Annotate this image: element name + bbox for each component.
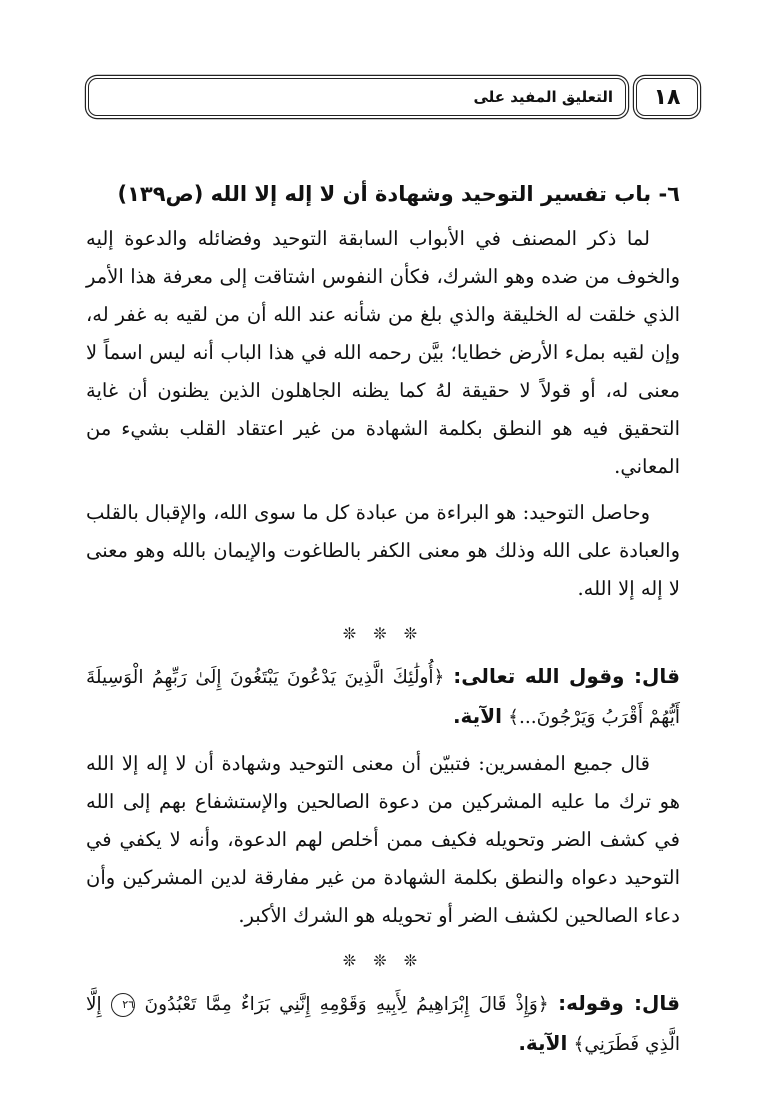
chapter-title: ٦- باب تفسير التوحيد وشهادة أن لا إله إلا الله (ص١٣٩) — [117, 182, 680, 206]
verse-number-marker: ٢٦ — [111, 993, 135, 1017]
running-title: التعليق المفيد على — [88, 78, 626, 116]
separator-stars-2: ❊ ❊ ❊ — [342, 951, 424, 970]
quote-block-1 — [86, 657, 680, 737]
page-body — [86, 178, 680, 1064]
separator-stars: ❊ ❊ ❊ — [342, 624, 424, 643]
paragraph-intro: لما ذكر المصنف في الأبواب السابقة التوحيد وفضائله والدعوة إليه والخوف من ضده وهو الشرك، فكأن النفوس اشتاقت إلى معرفة هذا الأمر الذي خلقت له الخليقة والذي بلغ من شأنه عند الله أن من لقيه به غفر له، وإن لقيه بملء الأرض خطايا؛ بيَّن رحمه الله في هذا الباب أنه ليس اسماً لا معنى له، أو قولاً لا حقيقة لهُ كما يظنه الجاهلون الذين يظنون أن غاية التحقيق فيه هو النطق بكلمة الشهادة من غير اعتقاد القلب بشيء من المعاني. — [86, 227, 680, 478]
quote-2-lead: قال: وقوله: — [558, 991, 680, 1015]
quote-2-verse-part2: إِلَّا الَّذِي فَطَرَنِي﴾ — [86, 994, 680, 1055]
quote-1-verse: ﴿أُولَٰئِكَ الَّذِينَ يَدْعُونَ يَبْتَغُونَ إِلَىٰ رَبِّهِمُ الْوَسِيلَةَ أَيُّهُمْ أَقْرَبُ وَيَرْجُونَ...﴾ — [86, 667, 680, 728]
quote-1-tail: الآية. — [452, 704, 502, 728]
paragraph-summary: وحاصل التوحيد: هو البراءة من عبادة كل ما سوى الله، والإقبال بالقلب والعبادة على الله وذلك هو معنى الكفر بالطاغوت والإيمان بالله وهو معنى لا إله إلا الله. — [86, 501, 680, 600]
quote-block-2 — [86, 984, 680, 1064]
paragraph-commentary: قال جميع المفسرين: فتبيّن أن معنى التوحيد وشهادة أن لا إله إلا الله هو ترك ما عليه المشركين من دعوة الصالحين والإستشفاع بهم إلى الله في كشف الضر وتحويله فكيف ممن أخلص لهم الدعوة، وأنه لا يكفي في التوحيد دعواه والنطق بكلمة الشهادة من غير مفارقة لدين المشركين وأن دعاء الصالحين لكشف الضر أو تحويله هو الشرك الأكبر. — [86, 752, 680, 927]
page-header — [88, 78, 698, 118]
quote-2-verse-part1: ﴿وَإِذْ قَالَ إِبْرَاهِيمُ لِأَبِيهِ وَقَوْمِهِ إِنَّنِي بَرَاءٌ مِمَّا تَعْبُدُونَ — [144, 994, 549, 1015]
quote-1-lead: قال: وقول الله تعالى: — [453, 664, 681, 688]
page-number: ١٨ — [636, 78, 698, 116]
quote-2-tail: الآية. — [518, 1031, 568, 1055]
